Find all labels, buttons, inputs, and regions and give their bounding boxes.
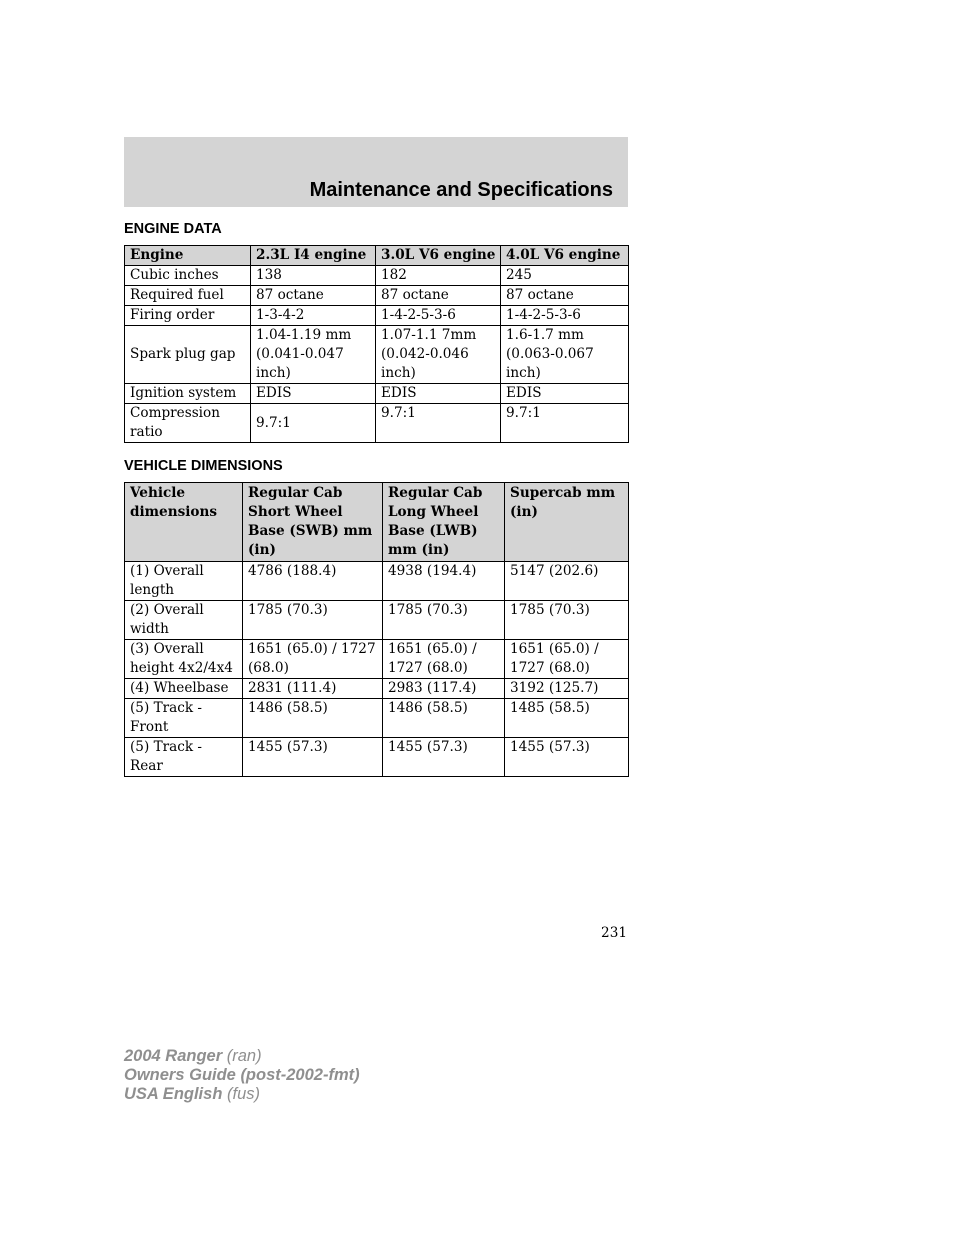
row-label: (5) Track - Rear bbox=[125, 738, 243, 777]
table-cell: 1785 (70.3) bbox=[383, 601, 505, 640]
table-header-row bbox=[125, 483, 629, 562]
footer-model: 2004 Ranger bbox=[124, 1047, 223, 1065]
table-cell: EDIS bbox=[501, 384, 629, 404]
row-label: (5) Track - Front bbox=[125, 699, 243, 738]
table-cell: EDIS bbox=[251, 384, 376, 404]
column-header: Supercab mm (in) bbox=[505, 483, 629, 562]
row-label: Cubic inches bbox=[125, 266, 251, 286]
table-cell: 87 octane bbox=[501, 286, 629, 306]
row-label: (3) Overall height 4x2/4x4 bbox=[125, 640, 243, 679]
table-cell: 1651 (65.0) / 1727 (68.0) bbox=[243, 640, 383, 679]
table-row bbox=[125, 384, 629, 404]
table-cell: 1785 (70.3) bbox=[505, 601, 629, 640]
row-label: Spark plug gap bbox=[125, 326, 251, 384]
table-cell: 9.7:1 bbox=[251, 404, 376, 443]
footer-line bbox=[124, 1085, 360, 1104]
vehicle-dimensions-heading: VEHICLE DIMENSIONS bbox=[124, 458, 283, 474]
row-label: (2) Overall width bbox=[125, 601, 243, 640]
table-cell: 3192 (125.7) bbox=[505, 679, 629, 699]
footer-language: USA English bbox=[124, 1085, 223, 1103]
header-band bbox=[124, 137, 628, 207]
footer-line bbox=[124, 1066, 360, 1085]
table-row bbox=[125, 404, 629, 443]
table-cell: 138 bbox=[251, 266, 376, 286]
table-cell: 1-4-2-5-3-6 bbox=[501, 306, 629, 326]
document-footer bbox=[124, 1047, 360, 1104]
table-cell: EDIS bbox=[376, 384, 501, 404]
column-header: 2.3L I4 engine bbox=[251, 246, 376, 266]
table-row bbox=[125, 738, 629, 777]
footer-guide: Owners Guide (post-2002-fmt) bbox=[124, 1066, 360, 1084]
column-header: Vehicle dimensions bbox=[125, 483, 243, 562]
table-row bbox=[125, 562, 629, 601]
row-label: (4) Wheelbase bbox=[125, 679, 243, 699]
row-label: Required fuel bbox=[125, 286, 251, 306]
table-row bbox=[125, 306, 629, 326]
table-cell: 1.07-1.1 7mm (0.042-0.046 inch) bbox=[376, 326, 501, 384]
column-header: Regular Cab Short Wheel Base (SWB) mm (in) bbox=[243, 483, 383, 562]
table-cell: 87 octane bbox=[251, 286, 376, 306]
table-cell: 1651 (65.0) / 1727 (68.0) bbox=[505, 640, 629, 679]
table-cell: 1.6-1.7 mm (0.063-0.067 inch) bbox=[501, 326, 629, 384]
table-cell: 4938 (194.4) bbox=[383, 562, 505, 601]
row-label: Ignition system bbox=[125, 384, 251, 404]
table-row bbox=[125, 326, 629, 384]
row-label: (1) Overall length bbox=[125, 562, 243, 601]
column-header: Regular Cab Long Wheel Base (LWB) mm (in) bbox=[383, 483, 505, 562]
vehicle-dimensions-table bbox=[124, 482, 629, 777]
table-cell: 2831 (111.4) bbox=[243, 679, 383, 699]
table-row bbox=[125, 266, 629, 286]
table-cell: 1-3-4-2 bbox=[251, 306, 376, 326]
footer-line bbox=[124, 1047, 360, 1066]
footer-language-code: (fus) bbox=[227, 1085, 260, 1103]
row-label: Compression ratio bbox=[125, 404, 251, 443]
table-cell: 1455 (57.3) bbox=[505, 738, 629, 777]
table-cell: 1651 (65.0) / 1727 (68.0) bbox=[383, 640, 505, 679]
table-cell: 1455 (57.3) bbox=[243, 738, 383, 777]
engine-data-table bbox=[124, 245, 629, 443]
table-row bbox=[125, 601, 629, 640]
table-row bbox=[125, 699, 629, 738]
table-cell: 245 bbox=[501, 266, 629, 286]
table-header-row bbox=[125, 246, 629, 266]
table-cell: 1485 (58.5) bbox=[505, 699, 629, 738]
table-cell: 4786 (188.4) bbox=[243, 562, 383, 601]
page-number: 231 bbox=[601, 925, 627, 941]
table-cell: 5147 (202.6) bbox=[505, 562, 629, 601]
table-cell: 9.7:1 bbox=[376, 404, 501, 443]
engine-data-heading: ENGINE DATA bbox=[124, 221, 222, 237]
table-row bbox=[125, 286, 629, 306]
table-row bbox=[125, 679, 629, 699]
row-label: Firing order bbox=[125, 306, 251, 326]
table-cell: 2983 (117.4) bbox=[383, 679, 505, 699]
table-cell: 87 octane bbox=[376, 286, 501, 306]
table-cell: 1.04-1.19 mm (0.041-0.047 inch) bbox=[251, 326, 376, 384]
table-cell: 1455 (57.3) bbox=[383, 738, 505, 777]
column-header: Engine bbox=[125, 246, 251, 266]
table-cell: 1785 (70.3) bbox=[243, 601, 383, 640]
table-cell: 1-4-2-5-3-6 bbox=[376, 306, 501, 326]
table-cell: 9.7:1 bbox=[501, 404, 629, 443]
footer-model-code: (ran) bbox=[226, 1047, 262, 1065]
table-cell: 1486 (58.5) bbox=[243, 699, 383, 738]
table-cell: 182 bbox=[376, 266, 501, 286]
column-header: 3.0L V6 engine bbox=[376, 246, 501, 266]
page-title: Maintenance and Specifications bbox=[309, 179, 613, 201]
table-cell: 1486 (58.5) bbox=[383, 699, 505, 738]
column-header: 4.0L V6 engine bbox=[501, 246, 629, 266]
table-row bbox=[125, 640, 629, 679]
